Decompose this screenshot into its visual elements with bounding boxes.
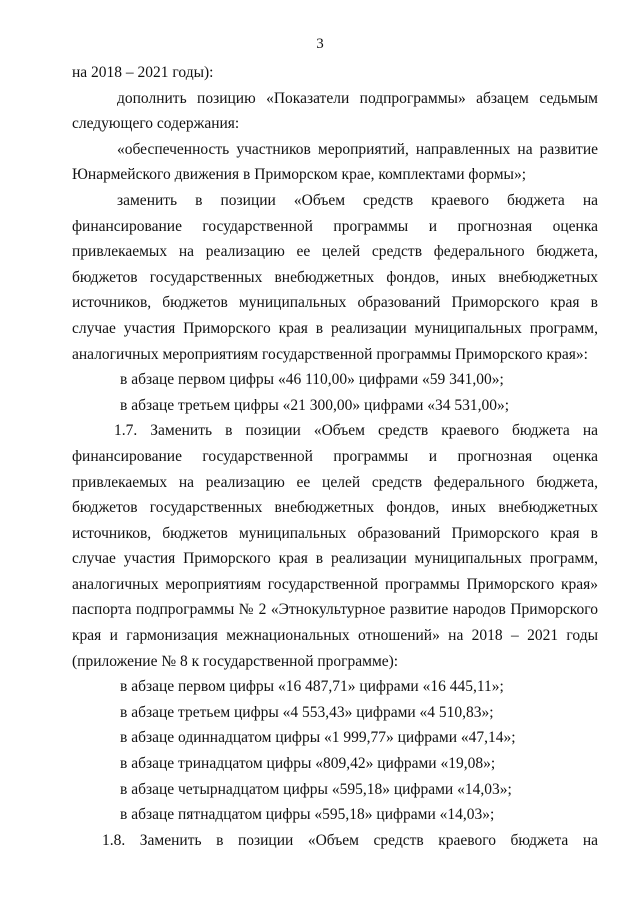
document-body: [72, 60, 598, 853]
text-line: в абзаце первом цифры «16 487,71» цифрами «16 445,11»;: [120, 678, 504, 696]
text-line: в абзаце первом цифры «46 110,00» цифрами «59 341,00»;: [120, 371, 504, 389]
page-number: 3: [316, 36, 324, 52]
text-line: «обеспеченность участников мероприятий, направленных на развитие: [117, 140, 598, 158]
text-line: в абзаце тринадцатом цифры «809,42» цифрами «19,08»;: [120, 755, 496, 773]
text-line: источников, бюджетов муниципальных образований Приморского края в: [72, 294, 598, 312]
text-line: бюджетов государственных внебюджетных фондов, иных внебюджетных: [72, 268, 598, 286]
text-line: в абзаце пятнадцатом цифры «595,18» цифрами «14,03»;: [120, 806, 495, 824]
text-line: финансирование государственной программы и прогнозная оценка: [72, 447, 598, 465]
text-line: заменить в позиции «Объем средств краевого бюджета на: [117, 191, 598, 209]
text-line: аналогичных мероприятиям государственной программы Приморского края»: [72, 575, 598, 593]
text-line: 1.7. Заменить в позиции «Объем средств краевого бюджета на: [114, 422, 598, 440]
text-line: аналогичных мероприятиям государственной программы Приморского края»:: [72, 345, 588, 363]
text-line: в абзаце четырнадцатом цифры «595,18» цифрами «14,03»;: [120, 780, 512, 798]
text-line: в абзаце одиннадцатом цифры «1 999,77» цифрами «47,14»;: [120, 729, 516, 747]
text-line: случае участия Приморского края в реализации муниципальных программ,: [72, 319, 598, 337]
text-line: в абзаце третьем цифры «21 300,00» цифрами «34 531,00»;: [120, 396, 510, 414]
text-line: края и гармонизация межнациональных отношений» на 2018 – 2021 годы: [72, 627, 598, 645]
text-line: источников, бюджетов муниципальных образований Приморского края в: [72, 524, 598, 542]
text-line: финансирование государственной программы и прогнозная оценка: [72, 217, 598, 235]
text-line: паспорта подпрограммы № 2 «Этнокультурное развитие народов Приморского: [72, 601, 598, 619]
text-line: следующего содержания:: [72, 115, 240, 133]
text-line: случае участия Приморского края в реализации муниципальных программ,: [72, 550, 598, 568]
text-line: привлекаемых на реализацию ее целей средств федерального бюджета,: [72, 243, 598, 261]
text-line: бюджетов государственных внебюджетных фондов, иных внебюджетных: [72, 499, 598, 517]
text-line: (приложение № 8 к государственной программе):: [72, 652, 399, 670]
text-line: дополнить позицию «Показатели подпрограммы» абзацем седьмым: [117, 89, 598, 107]
text-line: Юнармейского движения в Приморском крае, комплектами формы»;: [72, 166, 526, 184]
text-line: в абзаце третьем цифры «4 553,43» цифрами «4 510,83»;: [120, 703, 494, 721]
text-line: на 2018 – 2021 годы):: [72, 64, 214, 81]
text-line: привлекаемых на реализацию ее целей средств федерального бюджета,: [72, 473, 598, 491]
text-line: 1.8. Заменить в позиции «Объем средств краевого бюджета на: [102, 831, 598, 849]
